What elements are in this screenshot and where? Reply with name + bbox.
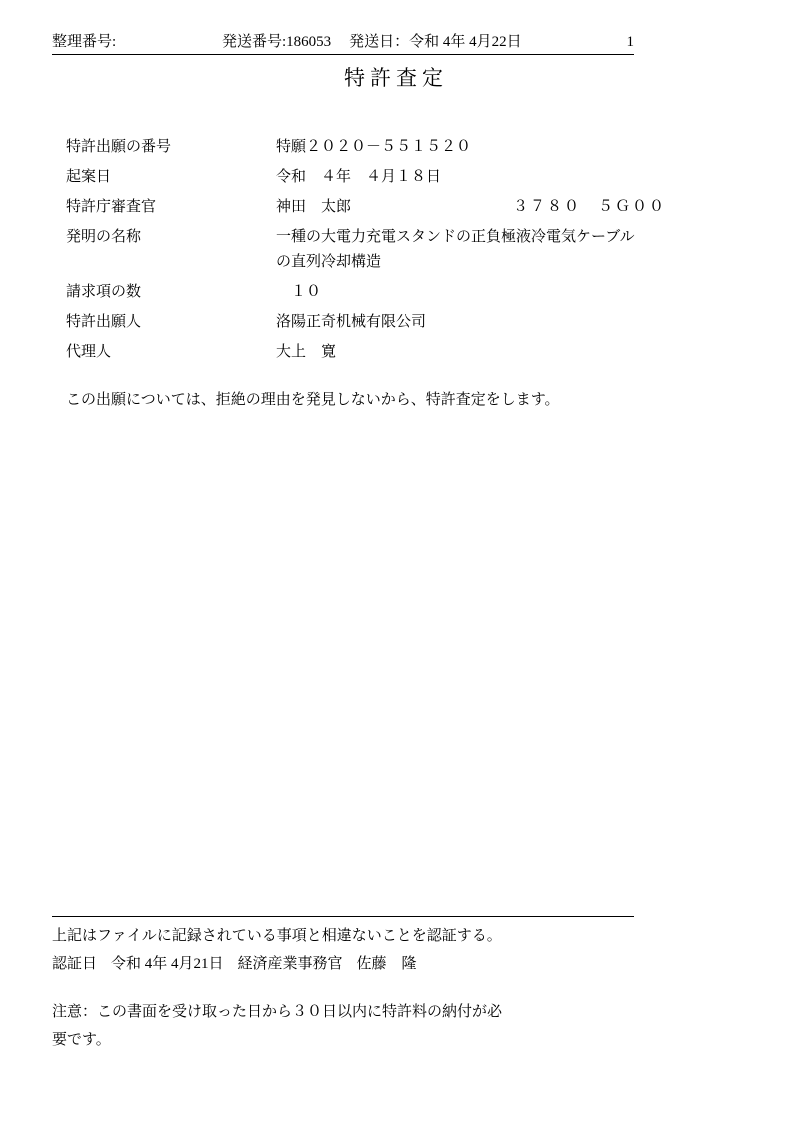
document-header (52, 32, 634, 52)
header-seiri-label: 整理番号: (52, 34, 117, 50)
notice-line-2: 要です。 (52, 1032, 111, 1048)
header-hassou-date: 発送日：令和 4年 4月22日 (349, 34, 522, 50)
field-row-drafting-date (66, 165, 666, 190)
field-label: 特許庁審査官 (66, 199, 157, 215)
field-value: 神田 太郎 (276, 199, 352, 215)
notice-line-1: 注意：この書面を受け取った日から３０日以内に特許料の納付が必 (52, 1004, 503, 1020)
field-label: 請求項の数 (66, 284, 142, 300)
examiner-code: ３７８０ ５Ｇ００ (512, 199, 666, 215)
field-value: 特願２０２０－５５１５２０ (276, 139, 472, 155)
field-label: 発明の名称 (66, 229, 142, 245)
certification-office: 経済産業事務官 (237, 956, 343, 972)
field-row-claim-count (66, 280, 666, 305)
field-label: 特許出願の番号 (66, 139, 172, 155)
page-title: 特許査定 (344, 66, 448, 90)
certification-detail-line (52, 950, 652, 978)
field-row-invention-title (66, 225, 666, 275)
certification-date-label: 認証日 (52, 956, 98, 972)
header-page-number: 1 (626, 34, 634, 50)
certification-block (52, 922, 652, 978)
certification-text: 上記はファイルに記録されている事項と相違ないことを認証する。 (52, 928, 502, 944)
field-value: 大上 寛 (276, 344, 337, 360)
field-label: 特許出願人 (66, 314, 142, 330)
field-row-application-number (66, 135, 666, 160)
certification-officer: 佐藤 隆 (356, 956, 417, 972)
decision-statement: この出願については、拒絶の理由を発見しないから、特許査定をします。 (66, 392, 560, 408)
field-row-applicant (66, 310, 666, 335)
header-hassou-number: 発送番号:186053 (222, 34, 332, 50)
certification-date: 令和 4年 4月21日 (111, 956, 224, 972)
field-list (66, 135, 666, 370)
field-value: 洛陽正奇机械有限公司 (276, 314, 427, 330)
field-row-agent (66, 340, 666, 365)
header-divider (52, 54, 634, 55)
field-label: 起案日 (66, 169, 112, 185)
field-row-examiner (66, 195, 666, 220)
field-value: 令和 ４年 ４月１８日 (276, 169, 442, 185)
field-value: 一種の大電力充電スタンドの正負極液冷電気ケーブルの直列冷却構造 (276, 229, 635, 270)
field-label: 代理人 (66, 344, 112, 360)
field-value: １０ (276, 284, 322, 300)
notice-block (52, 998, 652, 1054)
footer-divider (52, 916, 634, 917)
